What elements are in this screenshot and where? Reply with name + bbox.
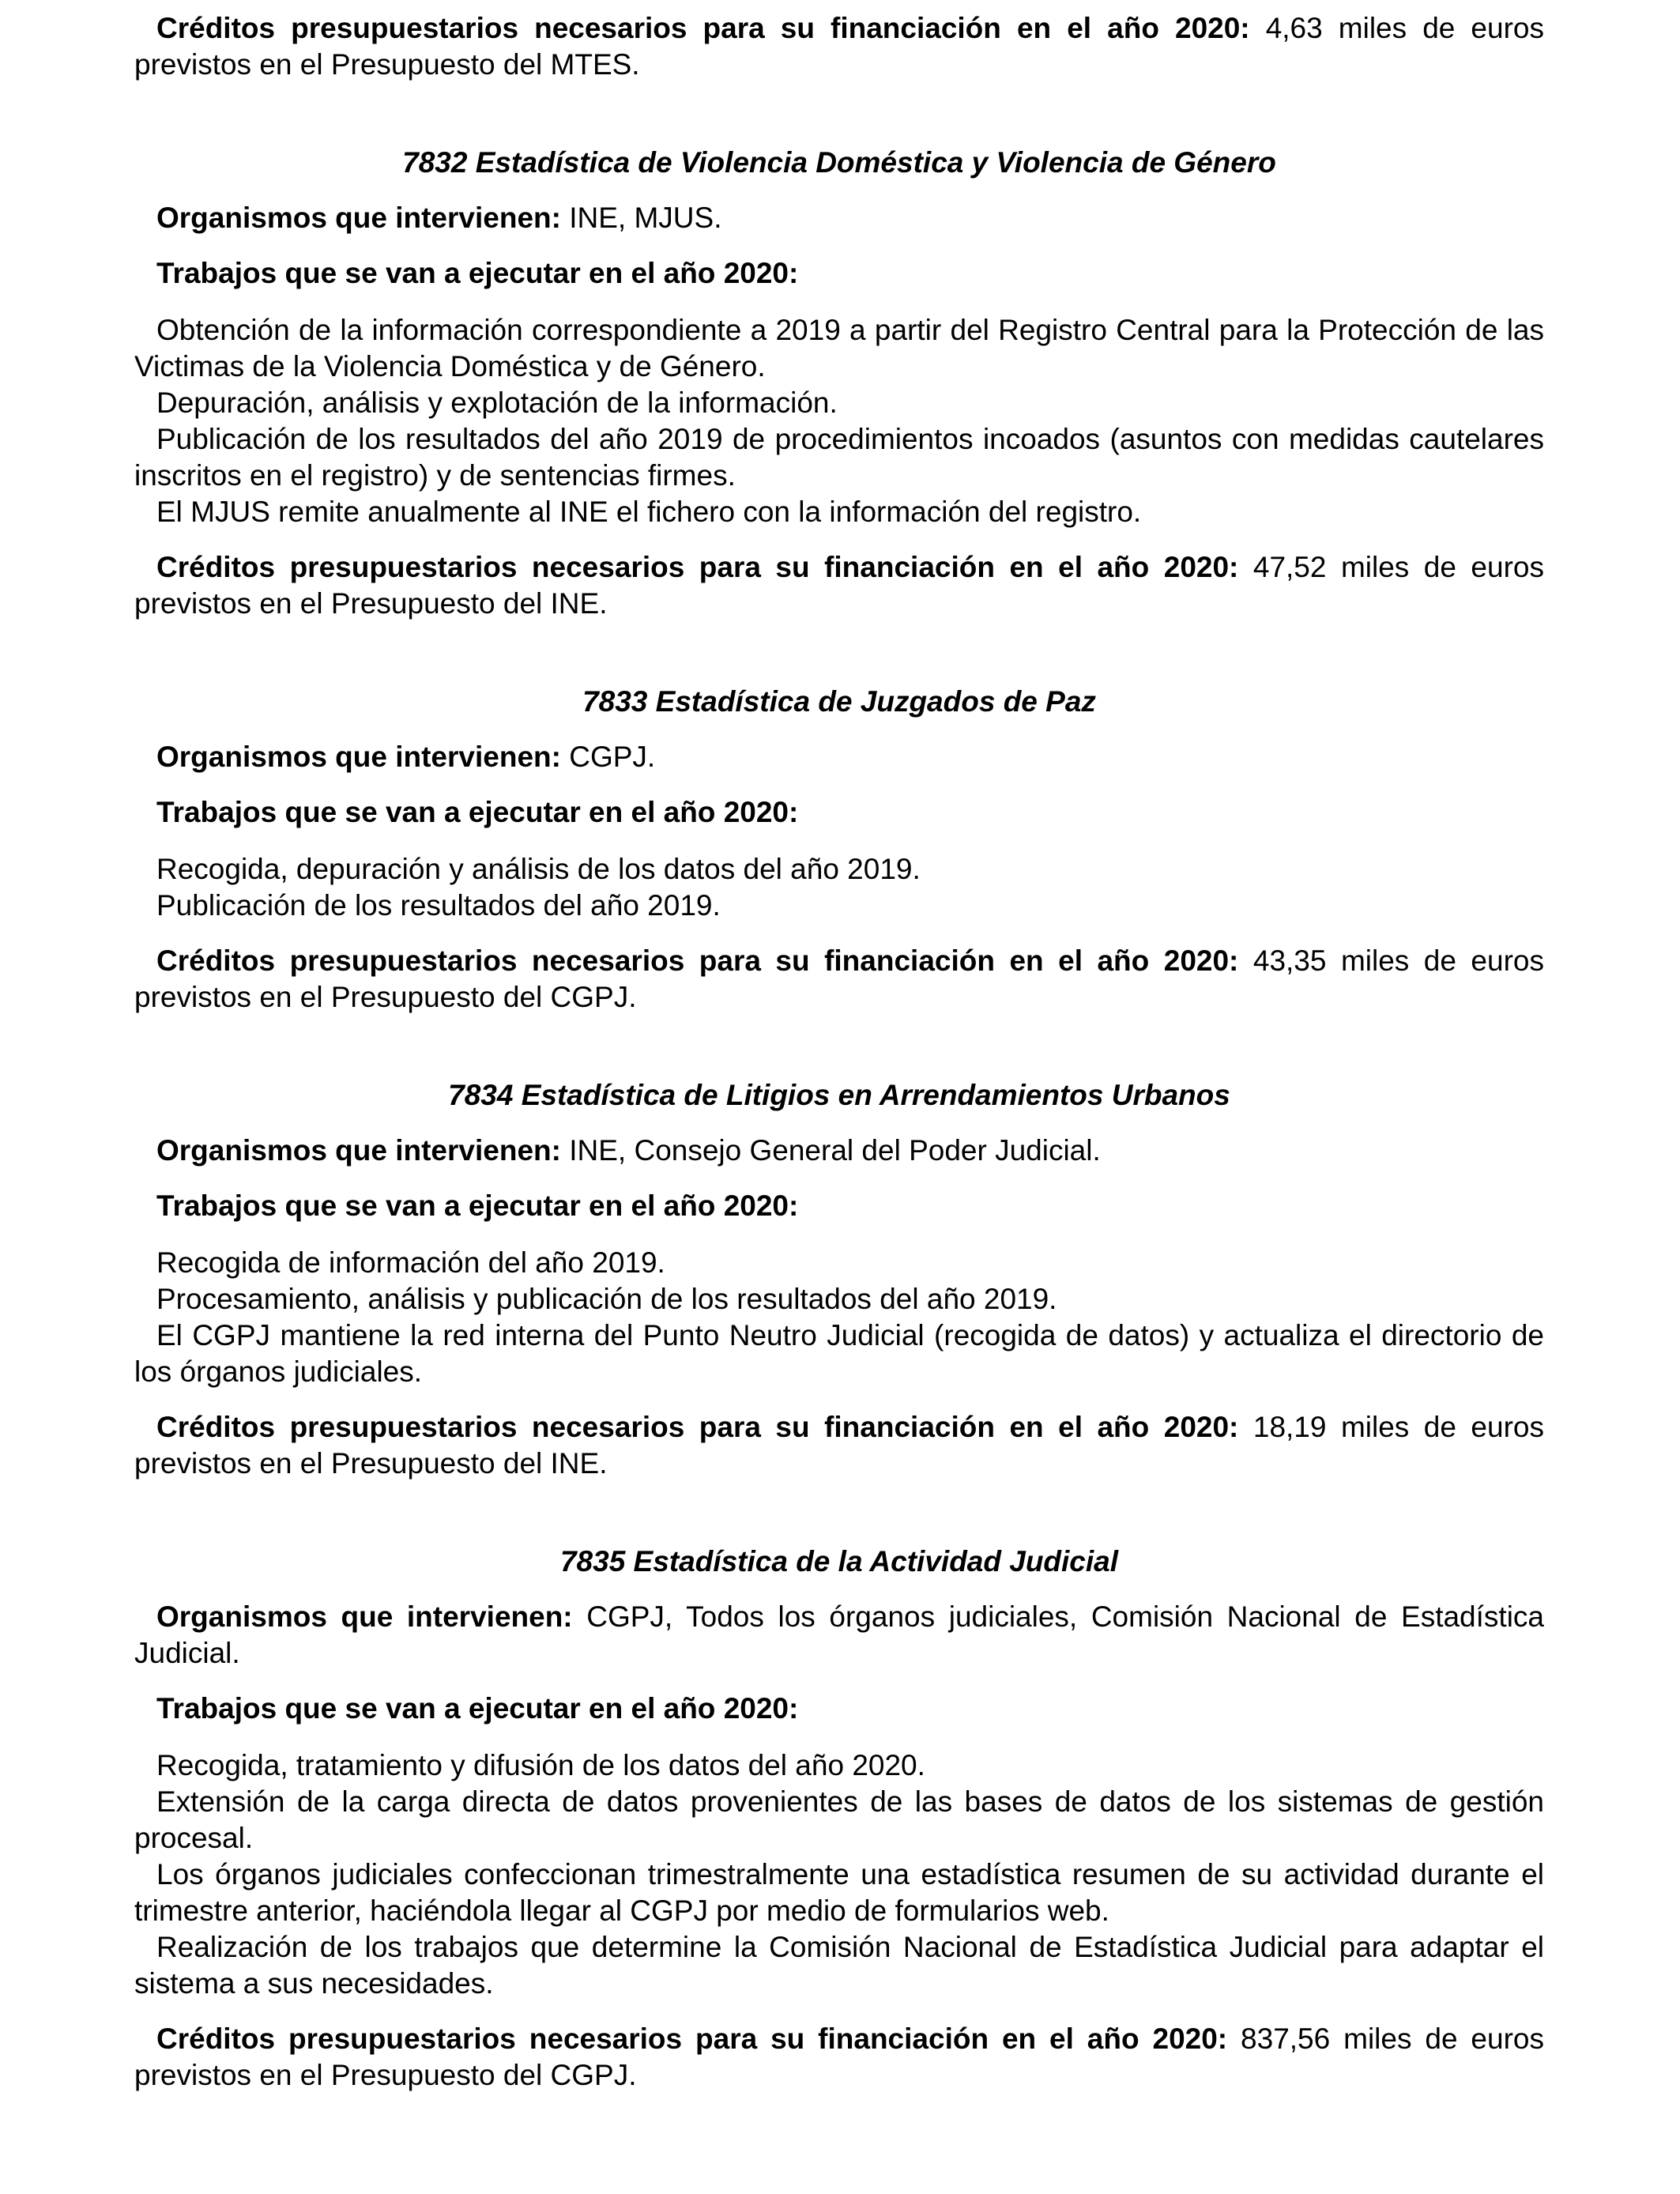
trabajos-list xyxy=(134,1245,1544,1390)
creditos-paragraph xyxy=(134,549,1544,622)
document-page xyxy=(134,0,1544,2094)
creditos-value: 47,52 miles de euros previstos en el Presupuesto del INE. xyxy=(134,551,1544,620)
trabajos-label: Trabajos que se van a ejecutar en el año 2020: xyxy=(156,1189,799,1222)
trabajo-item: Recogida de información del año 2019. xyxy=(156,1246,665,1279)
trabajo-item: Los órganos judiciales confeccionan trimestralmente una estadística resumen de su actividad durante el trimestre anterior, haciéndola llegar al CGPJ por medio de formularios web. xyxy=(134,1858,1544,1927)
trabajos-list xyxy=(134,1747,1544,2002)
trabajo-item: El CGPJ mantiene la red interna del Punto Neutro Judicial (recogida de datos) y actualiza el directorio de los órganos judiciales. xyxy=(134,1319,1544,1388)
creditos-value: 18,19 miles de euros previstos en el Presupuesto del INE. xyxy=(134,1411,1544,1480)
organismos-label: Organismos que intervienen: xyxy=(156,1134,561,1167)
creditos-value: 4,63 miles de euros previstos en el Presupuesto del MTES. xyxy=(134,12,1544,81)
trabajos-heading xyxy=(134,794,1544,831)
trabajo-item: El MJUS remite anualmente al INE el fichero con la información del registro. xyxy=(156,496,1142,528)
trabajo-item: Depuración, análisis y explotación de la información. xyxy=(156,386,838,419)
section-7835 xyxy=(134,1544,1544,2094)
creditos-paragraph xyxy=(134,1409,1544,1482)
organismos-value: INE, MJUS. xyxy=(560,202,722,234)
section-7832 xyxy=(134,145,1544,622)
trabajo-item: Publicación de los resultados del año 2019 de procedimientos incoados (asuntos con medidas cautelares inscritos en el registro) y de sentencias firmes. xyxy=(134,423,1544,492)
trabajos-heading xyxy=(134,1188,1544,1224)
trabajos-label: Trabajos que se van a ejecutar en el año 2020: xyxy=(156,796,799,828)
organismos-value: CGPJ. xyxy=(560,741,656,773)
intro-creditos-paragraph xyxy=(134,10,1544,83)
trabajos-label: Trabajos que se van a ejecutar en el año 2020: xyxy=(156,1692,799,1725)
organismos-paragraph xyxy=(134,1133,1544,1169)
trabajos-list xyxy=(134,851,1544,924)
organismos-paragraph xyxy=(134,739,1544,775)
organismos-paragraph xyxy=(134,1599,1544,1672)
trabajo-item: Obtención de la información correspondiente a 2019 a partir del Registro Central para la Protección de las Victimas de la Violencia Doméstica y de Género. xyxy=(134,314,1544,383)
creditos-label: Créditos presupuestarios necesarios para su financiación en el año 2020: xyxy=(156,944,1239,977)
trabajo-item: Publicación de los resultados del año 2019. xyxy=(156,889,721,922)
organismos-label: Organismos que intervienen: xyxy=(156,741,561,773)
section-7833 xyxy=(134,684,1544,1016)
creditos-paragraph xyxy=(134,2021,1544,2094)
trabajo-item: Recogida, depuración y análisis de los datos del año 2019. xyxy=(156,853,921,885)
creditos-label: Créditos presupuestarios necesarios para su financiación en el año 2020: xyxy=(156,2022,1228,2055)
trabajos-heading xyxy=(134,255,1544,292)
trabajo-item: Realización de los trabajos que determine la Comisión Nacional de Estadística Judicial para adaptar el sistema a sus necesidades. xyxy=(134,1931,1544,2000)
organismos-value: INE, Consejo General del Poder Judicial. xyxy=(560,1134,1101,1167)
organismos-label: Organismos que intervienen: xyxy=(156,202,561,234)
section-title: 7835 Estadística de la Actividad Judicial xyxy=(559,1545,1119,1578)
creditos-value: 837,56 miles de euros previstos en el Presupuesto del CGPJ. xyxy=(134,2022,1544,2091)
creditos-label: Créditos presupuestarios necesarios para su financiación en el año 2020: xyxy=(156,551,1239,583)
trabajo-item: Recogida, tratamiento y difusión de los datos del año 2020. xyxy=(156,1749,925,1781)
trabajos-label: Trabajos que se van a ejecutar en el año 2020: xyxy=(156,257,799,289)
trabajos-list xyxy=(134,312,1544,530)
section-title: 7834 Estadística de Litigios en Arrendamientos Urbanos xyxy=(448,1079,1230,1111)
creditos-paragraph xyxy=(134,943,1544,1016)
organismos-value: CGPJ, Todos los órganos judiciales, Comisión Nacional de Estadística Judicial. xyxy=(134,1600,1544,1669)
trabajo-item: Procesamiento, análisis y publicación de los resultados del año 2019. xyxy=(156,1283,1057,1315)
section-7834 xyxy=(134,1077,1544,1482)
organismos-label: Organismos que intervienen: xyxy=(156,1600,573,1633)
section-title: 7832 Estadística de Violencia Doméstica y Violencia de Género xyxy=(402,146,1276,179)
creditos-value: 43,35 miles de euros previstos en el Presupuesto del CGPJ. xyxy=(134,944,1544,1013)
creditos-label: Créditos presupuestarios necesarios para su financiación en el año 2020: xyxy=(156,1411,1239,1443)
creditos-label: Créditos presupuestarios necesarios para su financiación en el año 2020: xyxy=(156,12,1250,44)
trabajo-item: Extensión de la carga directa de datos provenientes de las bases de datos de los sistemas de gestión procesal. xyxy=(134,1785,1544,1854)
section-title: 7833 Estadística de Juzgados de Paz xyxy=(582,685,1096,718)
trabajos-heading xyxy=(134,1691,1544,1727)
organismos-paragraph xyxy=(134,200,1544,236)
